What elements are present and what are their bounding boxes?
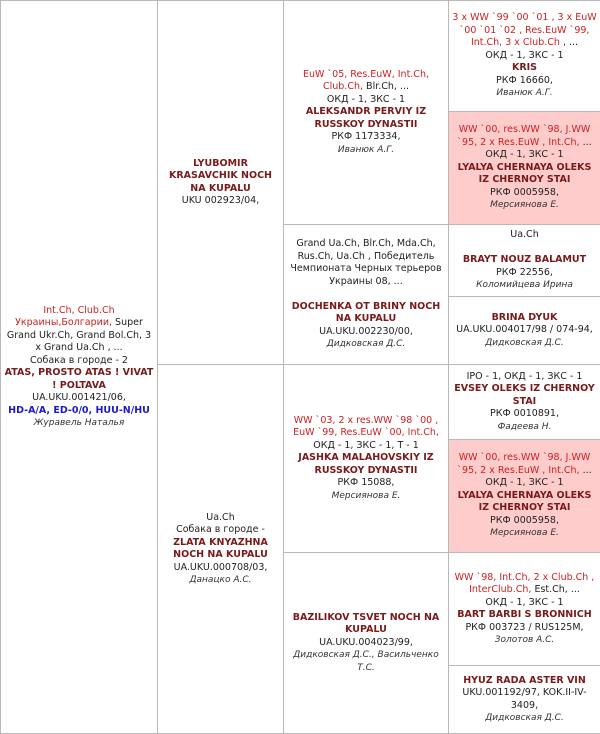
sire-reg: UKU 002923/04, xyxy=(182,195,259,206)
sd-owner: Дидковская Д.С. xyxy=(327,339,406,349)
sdd-owner: Дидковская Д.С. xyxy=(485,338,564,348)
dam-owner: Данацко А.С. xyxy=(189,575,251,585)
ssd-cell xyxy=(449,112,600,225)
sss-owner: Иванюк А.Г. xyxy=(496,88,552,98)
dss-cell xyxy=(449,365,600,440)
dds-results: ОКД - 1, ЗКС - 1 xyxy=(485,597,563,608)
subject-owner: Журавель Наталья xyxy=(34,418,125,428)
dds-cell xyxy=(449,553,600,666)
sd-cell xyxy=(284,225,449,365)
subject-cell xyxy=(1,1,158,734)
sd-name[interactable]: DOCHENKA OT BRINY NOCH NA KUPALU xyxy=(292,301,440,325)
ds-cell xyxy=(284,365,449,553)
dsd-cell xyxy=(449,440,600,553)
sdd-name[interactable]: BRINA DYUK xyxy=(492,312,558,323)
dss-owner: Фадеева Н. xyxy=(498,422,552,432)
ssd-reg: РКФ 0005958, xyxy=(490,187,559,198)
dam-name[interactable]: ZLATA KNYAZHNA NOCH NA KUPALU xyxy=(173,537,268,561)
ddd-owner: Дидковская Д.С. xyxy=(485,713,564,723)
sss-name[interactable]: KRIS xyxy=(512,62,537,73)
dss-results: IPO - 1, ОКД - 1, ЗКС - 1 xyxy=(467,371,583,382)
dam-note: Собака в городе - xyxy=(176,524,265,535)
sss-cell xyxy=(449,1,600,112)
subject-reg: UA.UKU.001421/06, xyxy=(32,392,126,403)
sds-cell xyxy=(449,225,600,297)
ds-titles-red: WW `03, 2 x res.WW `98 `00 , EuW `99, Res.EuW `00, Int.Ch, xyxy=(293,415,439,439)
ds-name[interactable]: JASHKA MALAHOVSKIY IZ RUSSKOY DYNASTII xyxy=(298,452,433,476)
ssd-titles-red: WW `00, res.WW `98, J.WW `95, 2 x Res.EuW , Int.Ch, xyxy=(457,124,590,148)
ds-owner: Мерсиянова Е. xyxy=(332,491,401,501)
ds-results: ОКД - 1, ЗКС - 1, Т - 1 xyxy=(313,440,419,451)
subject-note: Собака в городе - 2 xyxy=(30,355,128,366)
dds-owner: Золотов А.С. xyxy=(495,635,555,645)
ss-results: ОКД - 1, ЗКС - 1 xyxy=(327,94,405,105)
sire-cell xyxy=(158,1,284,365)
dsd-titles: ... xyxy=(583,465,592,476)
dds-titles: Est.Ch, ... xyxy=(534,584,579,595)
ssd-results: ОКД - 1, ЗКС - 1 xyxy=(485,149,563,160)
ss-titles-red: EuW `05, Res.EuW, Int.Ch, Club.Ch, xyxy=(303,69,429,93)
dss-reg: РКФ 0010891, xyxy=(490,408,559,419)
dds-reg: РКФ 003723 / RUS125M, xyxy=(465,622,583,633)
dds-name[interactable]: BART BARBI S BRONNICH xyxy=(457,609,591,620)
sss-titles-red: 3 x WW `99 `00 `01 , 3 x EuW `00 `01 `02 , Res.EuW `99, Int.Ch, 3 x Club.Ch xyxy=(452,12,596,48)
ddd-cell xyxy=(449,666,600,734)
dsd-owner: Мерсиянова Е. xyxy=(490,528,559,538)
dd-cell xyxy=(284,553,449,734)
dds-titles-red: WW `98, Int.Ch, 2 x Club.Ch , InterClub.Ch, xyxy=(455,572,595,596)
dam-cell xyxy=(158,365,284,734)
sd-titles: Grand Ua.Ch, Blr.Ch, Mda.Ch, Rus.Ch, Ua.Ch , Победитель Чемпионата Черных терьеров Украины 08, ... xyxy=(290,238,441,287)
ss-name[interactable]: ALEKSANDR PERVIY IZ RUSSKOY DYNASTII xyxy=(306,106,426,130)
ds-reg: РКФ 15088, xyxy=(338,477,395,488)
sds-reg: РКФ 22556, xyxy=(496,267,553,278)
ddd-reg: UKU.001192/97, KOK.II-IV-3409, xyxy=(462,687,586,711)
dd-reg: UA.UKU.004023/99, xyxy=(319,637,413,648)
dd-name[interactable]: BAZILIKOV TSVET NOCH NA KUPALU xyxy=(293,612,440,636)
sss-results: ОКД - 1, ЗКС - 1 xyxy=(485,50,563,61)
sds-owner: Коломийцева Ирина xyxy=(476,280,573,290)
sds-titles: Ua.Ch xyxy=(510,229,538,240)
ddd-name[interactable]: HYUZ RADA ASTER VIN xyxy=(463,675,586,686)
sire-name[interactable]: LYUBOMIR KRASAVCHIK NOCH NA KUPALU xyxy=(169,158,272,194)
dam-titles: Ua.Ch xyxy=(206,512,234,523)
ss-owner: Иванюк А.Г. xyxy=(338,145,394,155)
ssd-titles: ... xyxy=(583,137,592,148)
sd-reg: UA.UKU.002230/00, xyxy=(319,326,413,337)
dsd-results: ОКД - 1, ЗКС - 1 xyxy=(485,477,563,488)
subject-name[interactable]: ATAS, PROSTO ATAS ! VIVAT ! POLTAVA xyxy=(5,367,154,391)
sss-titles: , ... xyxy=(563,37,578,48)
sdd-cell xyxy=(449,297,600,365)
dsd-reg: РКФ 0005958, xyxy=(490,515,559,526)
sss-reg: РКФ 16660, xyxy=(496,75,553,86)
dd-owner: Дидковская Д.С., Васильченко Т.С. xyxy=(293,650,439,673)
subject-health: HD-A/A, ED-0/0, HUU-N/HU xyxy=(8,405,150,416)
ss-cell xyxy=(284,1,449,225)
dsd-name[interactable]: LYALYA CHERNAYA OLEKS IZ CHERNOY STAI xyxy=(458,490,592,514)
dss-name[interactable]: EVSEY OLEKS IZ CHERNOY STAI xyxy=(454,383,595,407)
subject-titles: Super Grand Ukr.Ch, Grand Bol.Ch, 3 x Grand Ua.Ch , ... xyxy=(7,317,151,353)
sds-name[interactable]: BRAYT NOUZ BALAMUT xyxy=(463,254,586,265)
ssd-name[interactable]: LYALYA CHERNAYA OLEKS IZ CHERNOY STAI xyxy=(458,162,592,186)
subject-titles-red: Int.Ch, Club.Ch Украины,Болгарии, xyxy=(15,305,115,329)
dam-reg: UA.UKU.000708/03, xyxy=(174,562,268,573)
sdd-reg: UA.UKU.004017/98 / 074-94, xyxy=(456,324,593,335)
ss-titles: Blr.Ch, ... xyxy=(366,81,409,92)
dsd-titles-red: WW `00, res.WW `98, J.WW `95, 2 x Res.EuW , Int.Ch, xyxy=(457,452,590,476)
ss-reg: РКФ 1173334, xyxy=(331,131,400,142)
ssd-owner: Мерсиянова Е. xyxy=(490,200,559,210)
